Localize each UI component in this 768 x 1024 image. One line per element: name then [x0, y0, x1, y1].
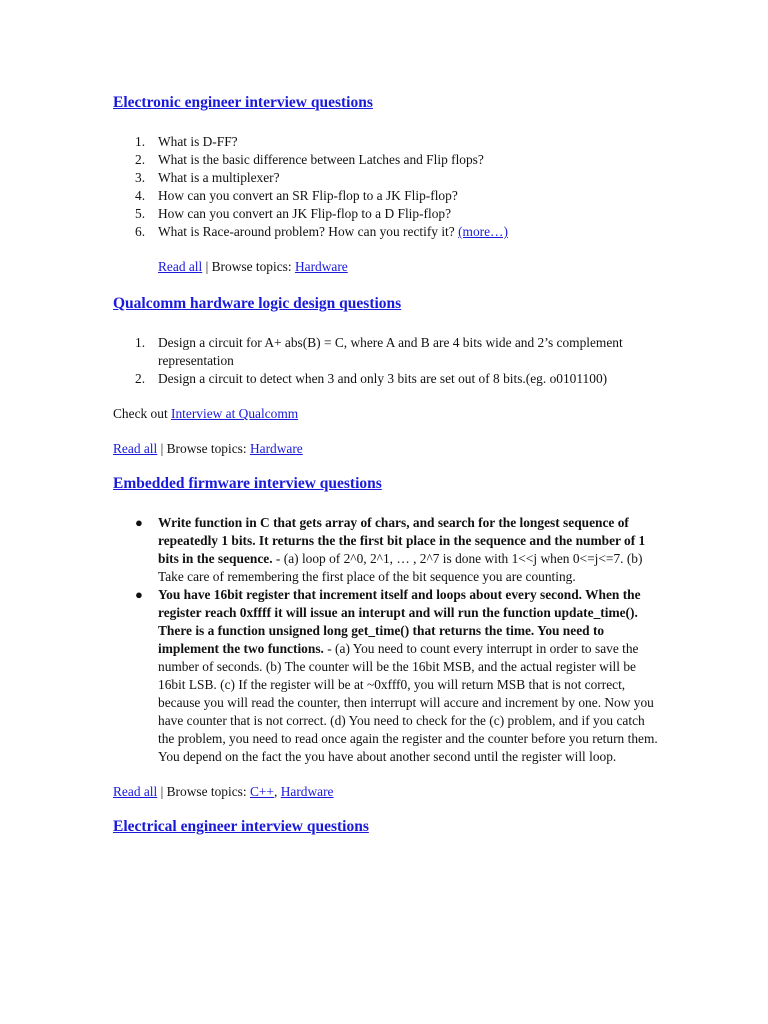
- bullet-icon: ●: [135, 587, 143, 602]
- section-title-link-electrical[interactable]: Electrical engineer interview questions: [113, 818, 369, 835]
- section-title-electronic: [113, 92, 658, 114]
- list-item: 2. What is the basic difference between Latches and Flip flops?: [135, 152, 484, 167]
- read-all-link[interactable]: Read all: [158, 259, 203, 274]
- section-title-link-embedded[interactable]: Embedded firmware interview questions: [113, 475, 382, 492]
- list-item: ● You have 16bit register that increment itself and loops about every second. When the register reach 0xffff it will issue an interupt and will run the function update_time(). There is a function unsigned long get_time() that returns the time. You need to implement the two functions. - (a) You need to count every interrupt in order to save the number of seconds. (b) The counter will be the 16bit MSB, and the actual register will be 16bit LSB. (c) If the register will be at ~0xfff0, you will return MSB that is not correct, because you will read the counter, then interrupt will accure and increment by one. Now you have counter that is not correct. (d) You need to check for the (c) problem, and if you catch the problem, you need to read once again the register and the counter before you return them. You depend on the fact the you have about another second until the register will loop.: [135, 587, 658, 764]
- section-footer-electronic: [113, 258, 658, 276]
- list-item: 5. How can you convert an JK Flip-flop to a D Flip-flop?: [135, 206, 452, 221]
- topic-link-cpp[interactable]: C++: [249, 784, 274, 799]
- content: [113, 92, 658, 838]
- check-out-line: Check out Interview at Qualcomm: [113, 406, 299, 421]
- list-item: 6. What is Race-around problem? How can you rectify it? (more…): [135, 224, 508, 239]
- section-footer-embedded: Read all | Browse topics: C++, Hardware: [113, 784, 334, 799]
- question-list-qualcomm: [113, 334, 658, 388]
- section-title-link-qualcomm[interactable]: Qualcomm hardware logic design questions: [113, 295, 402, 312]
- list-item: 2. Design a circuit to detect when 3 and only 3 bits are set out of 8 bits.(eg. o0101100): [135, 371, 608, 386]
- more-link[interactable]: (more…): [458, 224, 508, 239]
- section-title-link-electronic[interactable]: Electronic engineer interview questions: [113, 94, 373, 111]
- browse-topics-label: | Browse topics:: [157, 441, 250, 456]
- question-list-embedded: [113, 514, 658, 766]
- interview-at-qualcomm-link[interactable]: Interview at Qualcomm: [171, 406, 299, 421]
- section-title-embedded: [113, 473, 658, 495]
- read-all-link[interactable]: Read all: [113, 784, 158, 799]
- browse-topics-label: | Browse topics:: [157, 784, 250, 799]
- section-footer-qualcomm: [113, 440, 658, 458]
- list-item: ● Write function in C that gets array of chars, and search for the longest sequence of repeatedly 1 bits. It returns the the first bit place in the sequence and the number of 1 bits in the sequence. - (a) loop of 2^0, 2^1, … , 2^7 is done with 1<<j when 0<=j<=7. (b) Take care of remembering the first place of the bit sequence you are counting.: [135, 515, 646, 584]
- topic-link-hardware[interactable]: Hardware: [294, 259, 348, 274]
- list-item: 1. Design a circuit for A+ abs(B) = C, where A and B are 4 bits wide and 2’s complement representation: [135, 335, 623, 368]
- browse-topics-label: | Browse topics:: [202, 259, 295, 274]
- bullet-icon: ●: [135, 515, 143, 530]
- list-item: 4. How can you convert an SR Flip-flop to a JK Flip-flop?: [135, 188, 458, 203]
- topic-link-hardware[interactable]: Hardware: [280, 784, 334, 799]
- read-all-link[interactable]: Read all: [113, 441, 158, 456]
- list-item: 3. What is a multiplexer?: [135, 170, 280, 185]
- section-title-qualcomm: [113, 293, 658, 315]
- question-list-electronic: [113, 133, 658, 241]
- section-title-electrical: [113, 816, 658, 838]
- list-item: 1. What is D-FF?: [135, 134, 238, 149]
- topic-link-hardware[interactable]: Hardware: [249, 441, 303, 456]
